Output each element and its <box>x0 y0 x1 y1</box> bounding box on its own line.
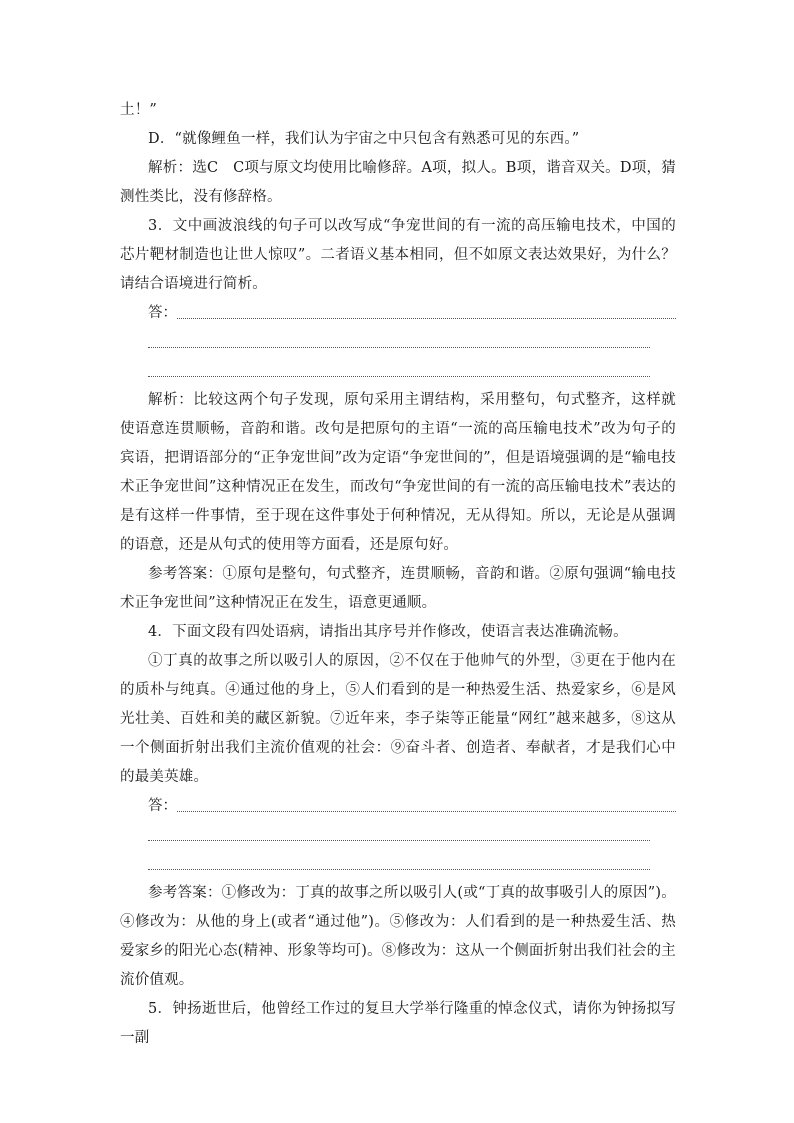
answer-line[interactable] <box>120 357 676 386</box>
analysis-q2: 解析：选C C项与原文均使用比喻修辞。A项，拟人。B项，谐音双关。D项，猜测性类比，没有修辞格。 <box>120 160 676 205</box>
answer-label: 答： <box>148 798 177 814</box>
reference-answer-q4: 参考答案：①修改为：丁真的故事之所以吸引人(或“丁真的故事吸引人的原因”)。④修改为：从他的身上(或者“通过他”)。⑤修改为：人们看到的是一种热爱生活、热爱家乡的阳光心态(精神、形象等均可)。⑧修改为：这从一个侧面折射出我们社会的主流价值观。 <box>120 885 676 988</box>
answer-label: 答： <box>148 305 177 321</box>
option-d: D．“就像鲤鱼一样，我们认为宇宙之中只包含有熟悉可见的东西。” <box>148 131 580 147</box>
document-page <box>120 96 676 1053</box>
question-3: 3．文中画波浪线的句子可以改写成“争宠世间的有一流的高压输电技术，中国的芯片靶材制造也让世人惊叹”。二者语义基本相同，但不如原文表达效果好，为什么？请结合语境进行简析。 <box>120 218 676 292</box>
answer-dotted-line <box>148 869 650 870</box>
question-4: 4．下面文段有四处语病，请指出其序号并作修改，使语言表达准确流畅。 <box>148 624 628 640</box>
answer-dotted-line <box>148 376 650 377</box>
reference-answer-q3: 参考答案：①原句是整句，句式整齐，连贯顺畅，音韵和谐。②原句强调“输电技术正争宠世间”这种情况正在发生，语意更通顺。 <box>120 566 676 611</box>
question-4-passage: ①丁真的故事之所以吸引人的原因，②不仅在于他帅气的外型，③更在于他内在的质朴与纯真。④通过他的身上，⑤人们看到的是一种热爱生活、热爱家乡，⑥是风光壮美、百姓和美的藏区新貌。⑦近年来，李子柒等正能量“网红”越来越多，⑧这从一个侧面折射出我们主流价值观的社会：⑨奋斗者、创造者、奉献者，才是我们心中的最美英雄。 <box>120 653 676 785</box>
analysis-q3: 解析：比较这两个句子发现，原句采用主谓结构，采用整句，句式整齐，这样就使语意连贯顺畅，音韵和谐。改句是把原句的主语“一流的高压输电技术”改为句子的宾语，把谓语部分的“正争宠世间”改为定语“争宠世间的”，但是语境强调的是“输电技术正争宠世间”这种情况正在发生，而改句“争宠世间的有一流的高压输电技术”表达的是有这样一件事情，至于现在这件事处于何种情况，无从得知。所以，无论是从强调的语意，还是从句式的使用等方面看，还是原句好。 <box>120 392 676 553</box>
answer-dotted-line <box>177 318 676 319</box>
answer-line[interactable] <box>120 792 676 821</box>
text-line: 土！” <box>120 102 158 118</box>
answer-line[interactable] <box>120 328 676 357</box>
answer-line[interactable] <box>120 821 676 850</box>
question-5: 5．钟扬逝世后，他曾经工作过的复旦大学举行隆重的悼念仪式，请你为钟扬拟写一副 <box>120 1001 676 1046</box>
answer-dotted-line <box>148 840 650 841</box>
answer-line[interactable] <box>120 850 676 879</box>
answer-dotted-line <box>177 811 676 812</box>
answer-line[interactable] <box>120 299 676 328</box>
answer-dotted-line <box>148 347 650 348</box>
